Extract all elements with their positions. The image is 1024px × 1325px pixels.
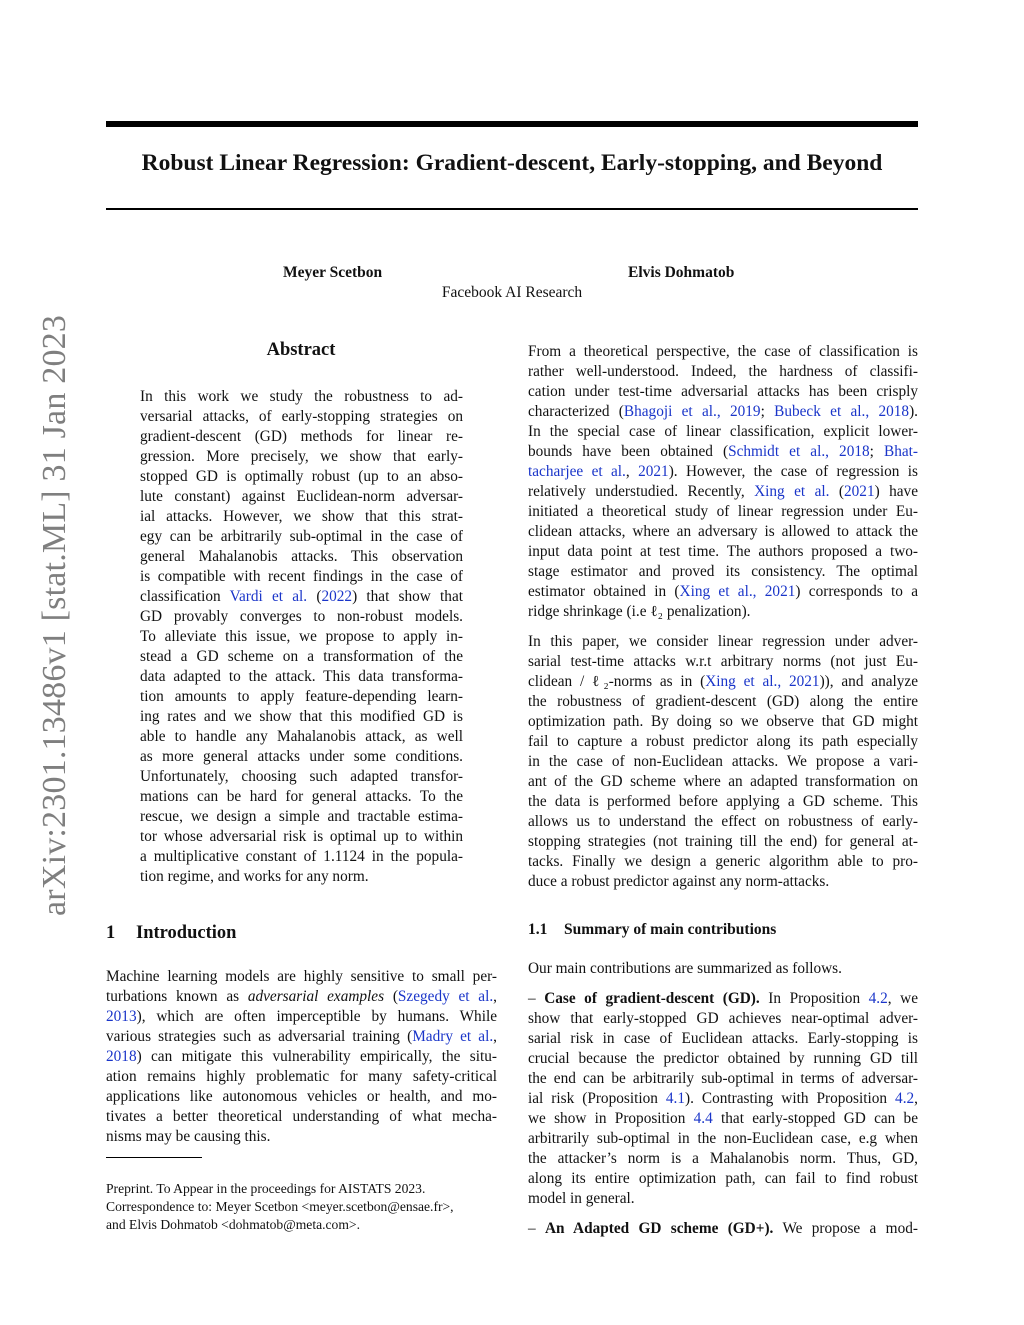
citation-link[interactable]: 4.4 xyxy=(693,1110,713,1127)
text-line: sarial test-time attacks w.r.t arbitrary norms (not just Eu- xyxy=(528,653,918,670)
text-line: ant of the GD scheme where an adapted transformation on xyxy=(528,773,918,790)
text-line: model in general. xyxy=(528,1190,635,1207)
abstract-line: is compatible with recent findings in the case of xyxy=(140,568,463,585)
citation-link[interactable]: 2013 xyxy=(106,1008,137,1025)
abstract-line: versarial attacks, of early-stopping strategies on xyxy=(140,408,463,425)
citation-link[interactable]: Bubeck et al., 2018 xyxy=(774,403,910,420)
abstract-line: Unfortunately, choosing such adapted transfor- xyxy=(140,768,463,785)
abstract-line: classification Vardi et al. (2022) that show that xyxy=(140,588,463,605)
abstract-line: GD provably converges to non-robust models. xyxy=(140,608,463,625)
abstract-line: ing rates and we show that this modified GD is xyxy=(140,708,463,725)
text-line: crucial because the predictor obtained by running GD till xyxy=(528,1050,918,1067)
text-line: From a theoretical perspective, the case of classification is xyxy=(528,343,918,360)
text-line: duce a robust predictor against any norm-attacks. xyxy=(528,873,830,890)
abstract-line: general Mahalanobis attacks. This observation xyxy=(140,548,463,565)
footnote-line: Preprint. To Appear in the proceedings for AISTATS 2023. xyxy=(106,1181,426,1196)
abstract-line: tion regime, and works for any norm. xyxy=(140,868,369,885)
author-1: Meyer Scetbon xyxy=(283,264,383,281)
text-line: the end can be arbitrarily sub-optimal in terms of adversar- xyxy=(528,1070,918,1087)
text-line: sarial risk in case of Euclidean attacks. Early-stopping is xyxy=(528,1030,918,1047)
citation-link[interactable]: Xing et al. xyxy=(754,483,830,500)
citation-link[interactable]: Madry et al. xyxy=(412,1028,494,1045)
abstract-line: able to handle any Mahalanobis attack, as well xyxy=(140,728,463,745)
abstract-line: egy can be arbitrarily sub-optimal in the case of xyxy=(140,528,463,545)
abstract-heading: Abstract xyxy=(266,340,336,360)
text-line: 2018) can mitigate this vulnerability empirically, the situ- xyxy=(106,1048,497,1065)
text-line: arbitrarily sub-optimal in the non-Euclidean case, e.g when xyxy=(528,1130,918,1147)
citation-link[interactable]: tacharjee et al. xyxy=(528,463,626,480)
text-line: we show in Proposition 4.4 that early-stopped GD can be xyxy=(528,1110,918,1127)
text-line: – Case of gradient-descent (GD). In Proposition 4.2, we xyxy=(528,990,918,1007)
text-line: relatively understudied. Recently, Xing et al. (2021) have xyxy=(528,483,918,500)
text-line: the data is performed before applying a GD scheme. This xyxy=(528,793,918,810)
abstract-line: stead a GD scheme on a transformation of the xyxy=(140,648,463,665)
text-line: ridge shrinkage (i.e ℓ₂ penalization). xyxy=(528,603,751,620)
citation-link[interactable]: 4.2 xyxy=(895,1090,915,1107)
abstract-line: ial attacks. However, we show that this strat- xyxy=(140,508,463,525)
text-line: various strategies such as adversarial training (Madry et al., xyxy=(106,1028,497,1045)
abstract-line: stopped GD is optimally robust (up to an abso- xyxy=(140,468,463,485)
citation-link[interactable]: Xing et al., 2021 xyxy=(679,583,796,600)
abstract-line: tion amounts to apply feature-depending learn- xyxy=(140,688,463,705)
text-line: Machine learning models are highly sensitive to small per- xyxy=(106,968,497,985)
abstract-line: gradient-descent (GD) methods for linear re- xyxy=(140,428,463,445)
text-line: the robustness of gradient-descent (GD) along the entire xyxy=(528,693,918,710)
citation-link[interactable]: 2018 xyxy=(106,1048,137,1065)
text-line: clidean / ℓ₂-norms as in (Xing et al., 2021)), and analyze xyxy=(528,673,918,690)
citation-link[interactable]: 2021 xyxy=(638,463,669,480)
text-line: initiated a theoretical study of linear regression under Eu- xyxy=(528,503,918,520)
citation-link[interactable]: Vardi et al. xyxy=(229,588,308,605)
text-line: tacharjee et al., 2021). However, the case of regression is xyxy=(528,463,919,480)
text-line: along its entire optimization path, can fail to find robust xyxy=(528,1170,918,1187)
citation-link[interactable]: Bhagoji et al., 2019 xyxy=(623,403,761,420)
title-bottom-rule xyxy=(106,208,918,210)
citation-link[interactable]: 2021 xyxy=(844,483,875,500)
text-line: 2013), which are often imperceptible by humans. While xyxy=(106,1008,497,1025)
emphasis: adversarial examples xyxy=(247,988,385,1005)
text-line: stopping strategies (not training till the end) for general at- xyxy=(528,833,918,850)
text-line: – An Adapted GD scheme (GD+). We propose a mod- xyxy=(528,1220,918,1237)
text-line: applications like autonomous vehicles or health, and mo- xyxy=(106,1088,497,1105)
footnote-rule xyxy=(106,1157,202,1158)
abstract-line: tor whose adversarial risk is optimal up to within xyxy=(140,828,463,845)
text-line: cation under test-time adversarial attacks has been crisply xyxy=(528,383,918,400)
text-line: bounds have been obtained (Schmidt et al., 2018; Bhat- xyxy=(528,443,918,460)
abstract-line: as more general attacks under some conditions. xyxy=(140,748,463,765)
text-line: ation remains highly problematic for many safety-critical xyxy=(106,1068,497,1085)
text-line: In this paper, we consider linear regression under adver- xyxy=(528,633,918,650)
text-line: tacks. Finally we design a generic algorithm able to pro- xyxy=(528,853,918,870)
affiliation: Facebook AI Research xyxy=(441,284,583,301)
abstract-line: To alleviate this issue, we propose to apply in- xyxy=(140,628,463,645)
abstract-line: rescue, we design a simple and tractable estima- xyxy=(140,808,463,825)
text-line: fail to capture a robust predictor along its path especially xyxy=(528,733,918,750)
abstract-line: lute constant) against Euclidean-norm adversar- xyxy=(140,488,463,505)
citation-link[interactable]: 4.2 xyxy=(868,990,888,1007)
text-line: ial risk (Proposition 4.1). Contrasting with Proposition 4.2, xyxy=(528,1090,918,1107)
citation-link[interactable]: Bhat- xyxy=(884,443,918,460)
subsection-title: Summary of main contributions xyxy=(564,921,777,938)
section-heading-introduction xyxy=(106,923,236,944)
citation-link[interactable]: 4.1 xyxy=(665,1090,685,1107)
author-2: Elvis Dohmatob xyxy=(628,264,735,281)
text-line: in the case of non-Euclidean attacks. We propose a vari- xyxy=(528,753,918,770)
paper-title: Robust Linear Regression: Gradient-descent, Early-stopping, and Beyond xyxy=(141,150,883,176)
text-line: tivates a better theoretical understanding of what mecha- xyxy=(106,1108,497,1125)
text-line: the attacker’s norm is a Mahalanobis norm. Thus, GD, xyxy=(528,1150,918,1167)
citation-link[interactable]: Schmidt et al., 2018 xyxy=(728,443,870,460)
footnote-line: and Elvis Dohmatob <dohmatob@meta.com>. xyxy=(106,1217,360,1232)
section-title: Introduction xyxy=(136,923,237,943)
abstract-line: mations can be hard for general attacks. To the xyxy=(140,788,463,805)
text-line: characterized (Bhagoji et al., 2019; Bubeck et al., 2018). xyxy=(528,403,918,420)
bold-lead: Case of gradient-descent (GD). xyxy=(544,990,760,1007)
subsection-number: 1.1 xyxy=(528,921,548,938)
text-line: rather well-understood. Indeed, the hardness of classifi- xyxy=(528,363,918,380)
subsection-heading-summary xyxy=(528,921,776,939)
section-number: 1 xyxy=(106,923,116,943)
text-line: clidean attacks, where an adversary is allowed to attack the xyxy=(528,523,918,540)
title-top-rule xyxy=(106,121,918,127)
abstract-line: gression. More precisely, we show that early- xyxy=(140,448,463,465)
text-line: show that early-stopped GD achieves near-optimal adver- xyxy=(528,1010,918,1027)
text-line: stage estimator and proved its consistency. The optimal xyxy=(528,563,918,580)
arxiv-identifier-stamp[interactable]: arXiv:2301.13486v1 [stat.ML] 31 Jan 2023 xyxy=(36,314,73,916)
text-line: input data point at test time. The authors proposed a two- xyxy=(528,543,918,560)
text-line: estimator obtained in (Xing et al., 2021) corresponds to a xyxy=(528,583,919,600)
citation-link[interactable]: Szegedy et al. xyxy=(397,988,494,1005)
abstract-line: a multiplicative constant of 1.1124 in the popula- xyxy=(140,848,463,865)
citation-link[interactable]: 2022 xyxy=(321,588,353,605)
text-line: turbations known as adversarial examples (Szegedy et al., xyxy=(106,988,497,1005)
abstract-line: In this work we study the robustness to ad- xyxy=(140,388,463,405)
abstract-line: data adapted to the attack. This data transforma- xyxy=(140,668,463,685)
text-line: allows us to understand the effect on robustness of early- xyxy=(528,813,918,830)
text-line: In the special case of linear classification, explicit lower- xyxy=(528,423,918,440)
citation-link[interactable]: Xing et al., 2021 xyxy=(705,673,820,690)
text-line: nisms may be causing this. xyxy=(106,1128,271,1145)
footnote-line: Correspondence to: Meyer Scetbon <meyer.scetbon@ensae.fr>, xyxy=(106,1199,454,1214)
bold-lead: An Adapted GD scheme (GD+). xyxy=(545,1220,774,1237)
summary-intro: Our main contributions are summarized as follows. xyxy=(528,960,842,977)
text-line: optimization path. By doing so we observe that GD might xyxy=(528,713,918,730)
